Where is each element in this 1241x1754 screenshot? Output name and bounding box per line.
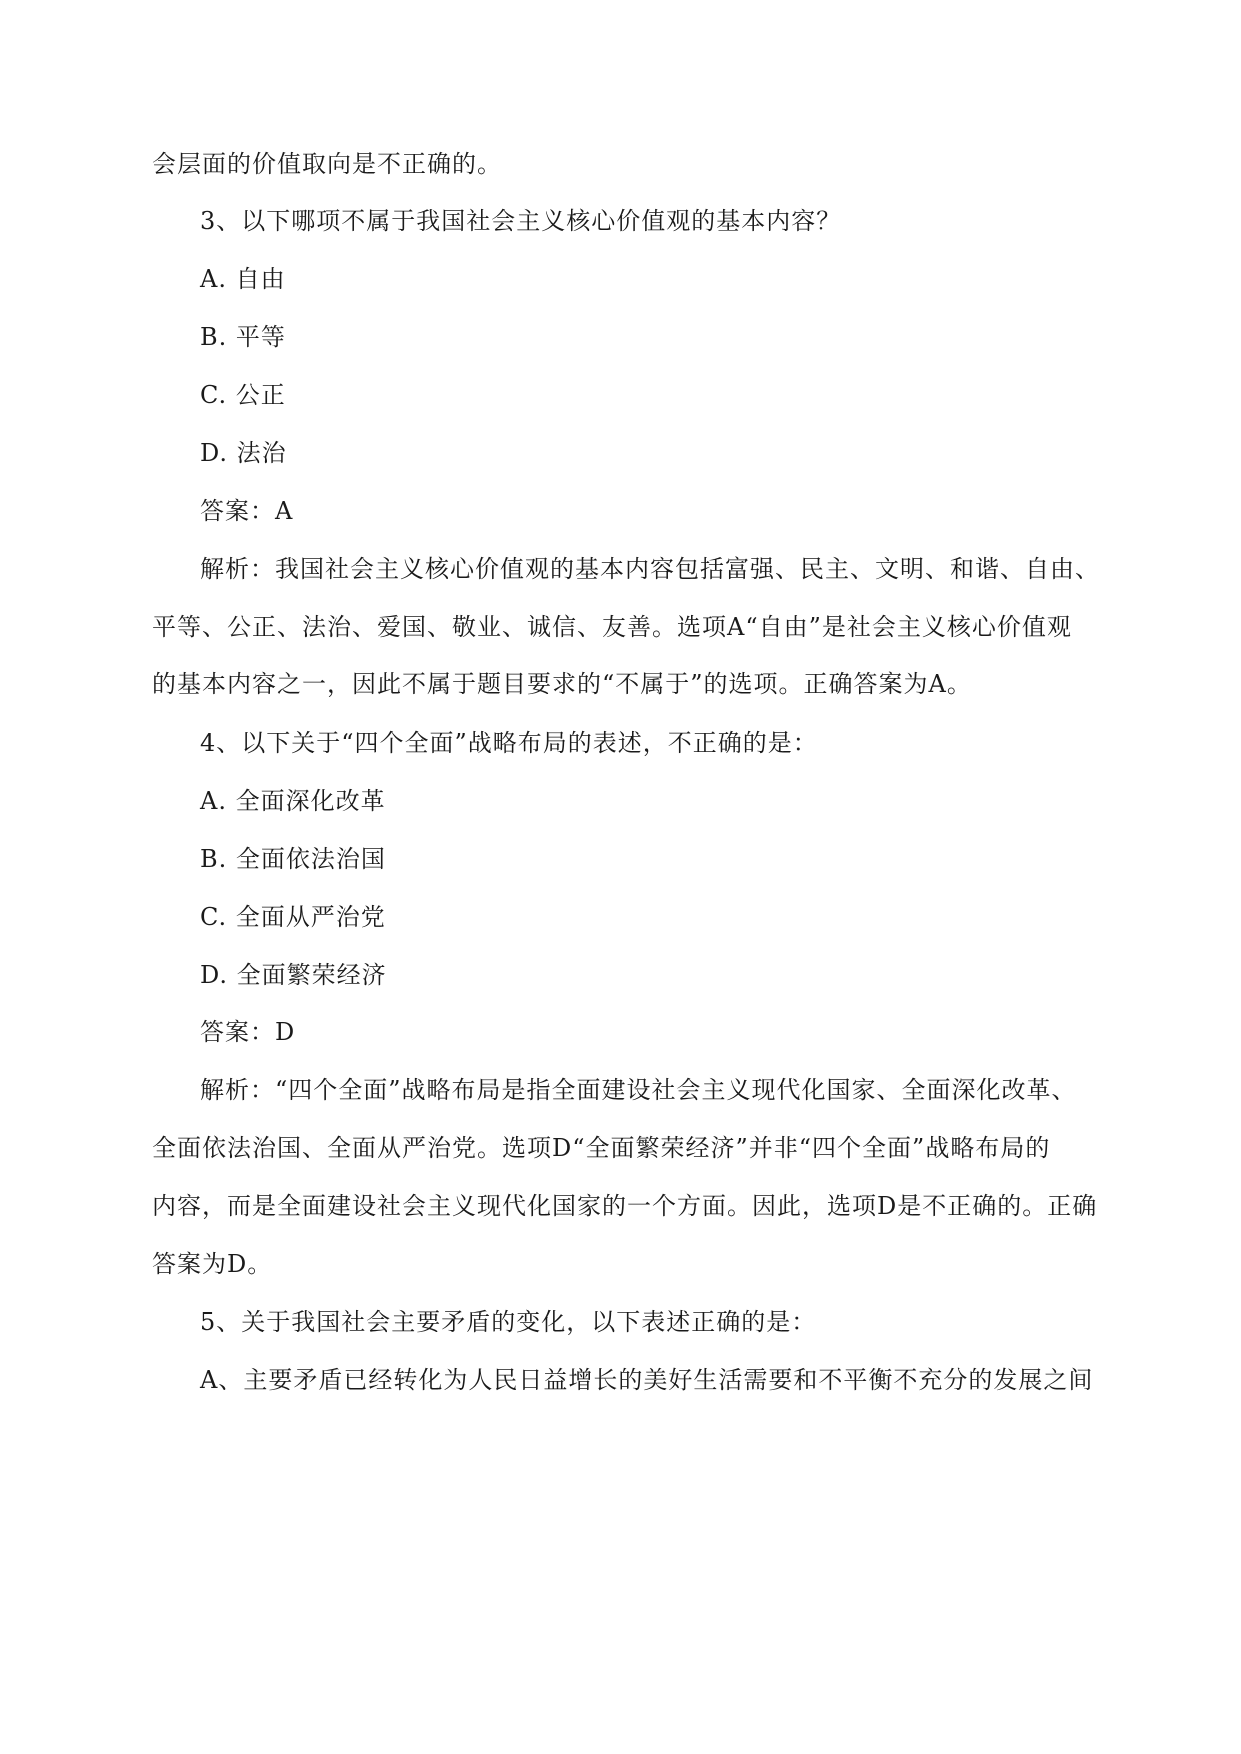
q3-explanation-cont: 平等、公正、法治、爱国、敬业、诚信、友善。选项A“自由”是社会主义核心价值观 [152,613,1072,641]
q5-option-a: A、主要矛盾已经转化为人民日益增长的美好生活需要和不平衡不充分的发展之间 [200,1366,1094,1394]
q4-explanation: 解析：“四个全面”战略布局是指全面建设社会主义现代化国家、全面深化改革、 [200,1076,1077,1104]
q4-answer: 答案：D [200,1018,296,1046]
q3-answer: 答案：A [200,497,294,525]
q4-option-c: C. 全面从严治党 [200,903,386,931]
question-3: 3、以下哪项不属于我国社会主义核心价值观的基本内容？ [200,207,842,235]
q3-explanation: 解析：我国社会主义核心价值观的基本内容包括富强、民主、文明、和谐、自由、 [200,555,1100,583]
q4-option-a: A. 全面深化改革 [200,787,386,815]
q4-option-d: D. 全面繁荣经济 [200,961,387,989]
q4-option-b: B. 全面依法治国 [200,845,386,873]
question-5: 5、关于我国社会主要矛盾的变化，以下表述正确的是： [200,1308,817,1336]
q3-option-a: A. 自由 [200,265,286,293]
q3-explanation-cont: 的基本内容之一，因此不属于题目要求的“不属于”的选项。正确答案为A。 [152,670,972,698]
q3-option-b: B. 平等 [200,323,286,351]
q3-option-c: C. 公正 [200,381,286,409]
q3-option-d: D. 法治 [200,439,287,467]
q4-explanation-cont: 内容，而是全面建设社会主义现代化国家的一个方面。因此，选项D是不正确的。正确 [152,1192,1098,1220]
text-line: 会层面的价值取向是不正确的。 [152,150,502,178]
q4-explanation-cont: 答案为D。 [152,1250,273,1278]
question-4: 4、以下关于“四个全面”战略布局的表述，不正确的是： [200,729,818,757]
q4-explanation-cont: 全面依法治国、全面从严治党。选项D“全面繁荣经济”并非“四个全面”战略布局的 [152,1134,1051,1162]
